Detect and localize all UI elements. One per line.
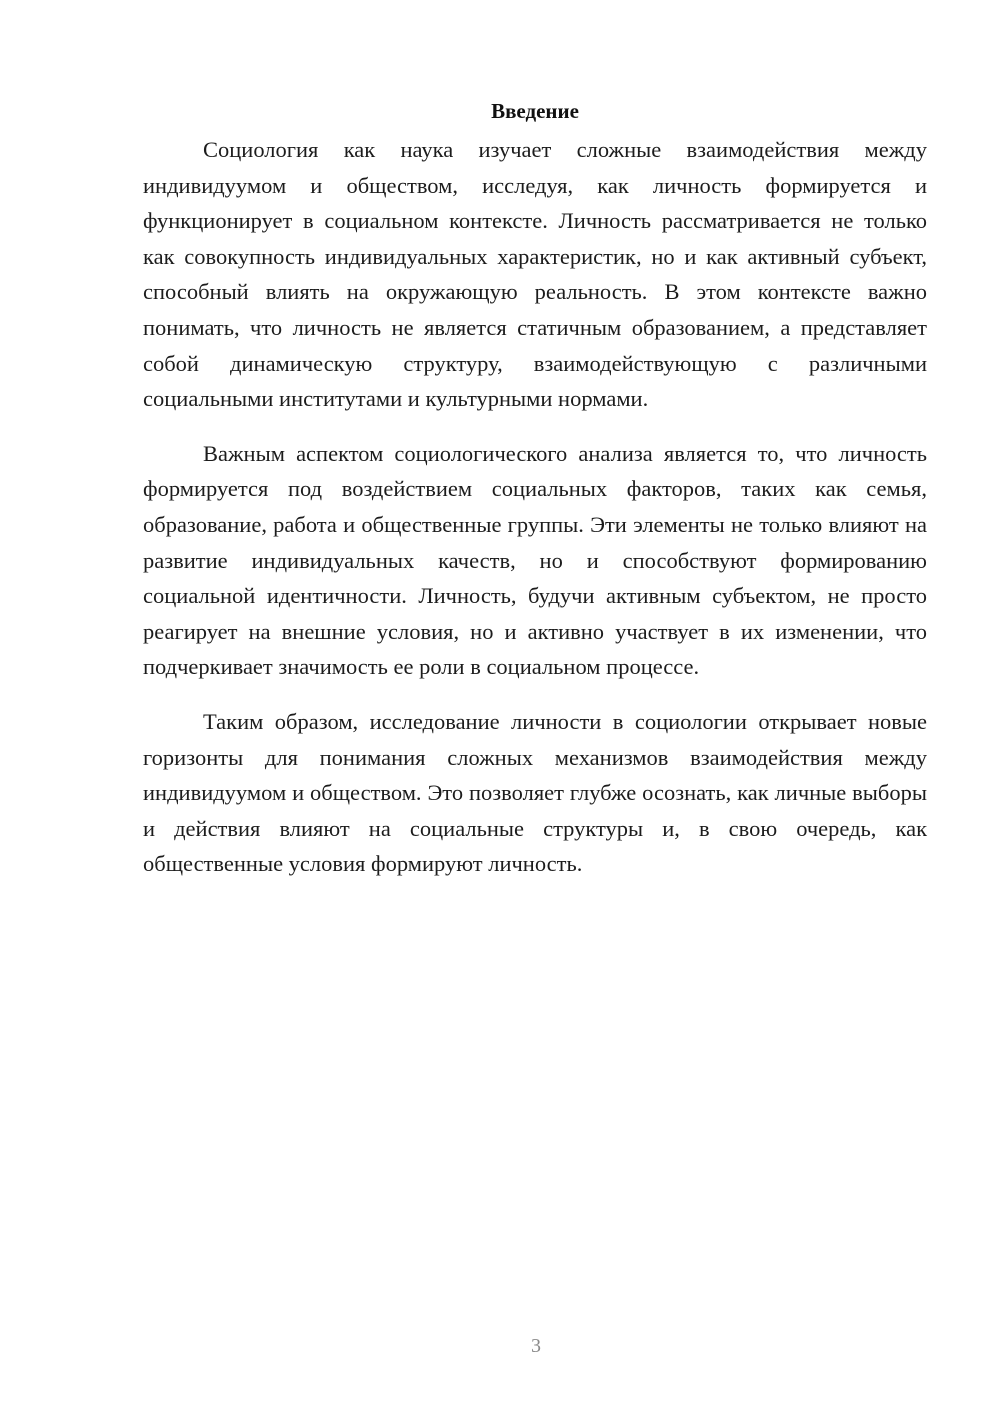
body-paragraph-1: Социология как наука изучает сложные взаимодействия между индивидуумом и обществом, исследуя, как личность формируется и функционирует в социальном контексте. Личность рассматривается не только как совокупность индивидуальных характеристик, но и как активный субъект, способный влиять на окружающую реальность. В этом контексте важно понимать, что личность не является статичным образованием, а представляет собой динамическую структуру, взаимодействующую с различными социальными институтами и культурными нормами.	[143, 137, 927, 412]
page-content	[143, 96, 927, 901]
section-heading: Введение	[491, 99, 579, 123]
body-paragraph-2: Важным аспектом социологического анализа является то, что личность формируется под воздействием социальных факторов, таких как семья, образование, работа и общественные группы. Эти элементы не только влияют на развитие индивидуальных качеств, но и способствуют формированию социальной идентичности. Личность, будучи активным субъектом, не просто реагирует на внешние условия, но и активно участвует в их изменении, что подчеркивает значимость ее роли в социальном процессе.	[143, 440, 927, 680]
page-number: 3	[531, 1335, 541, 1357]
body-paragraph-3: Таким образом, исследование личности в социологии открывает новые горизонты для понимания сложных механизмов взаимодействия между индивидуумом и обществом. Это позволяет глубже осознать, как личные выборы и действия влияют на социальные структуры и, в свою очередь, как общественные условия формируют личность.	[143, 708, 927, 877]
